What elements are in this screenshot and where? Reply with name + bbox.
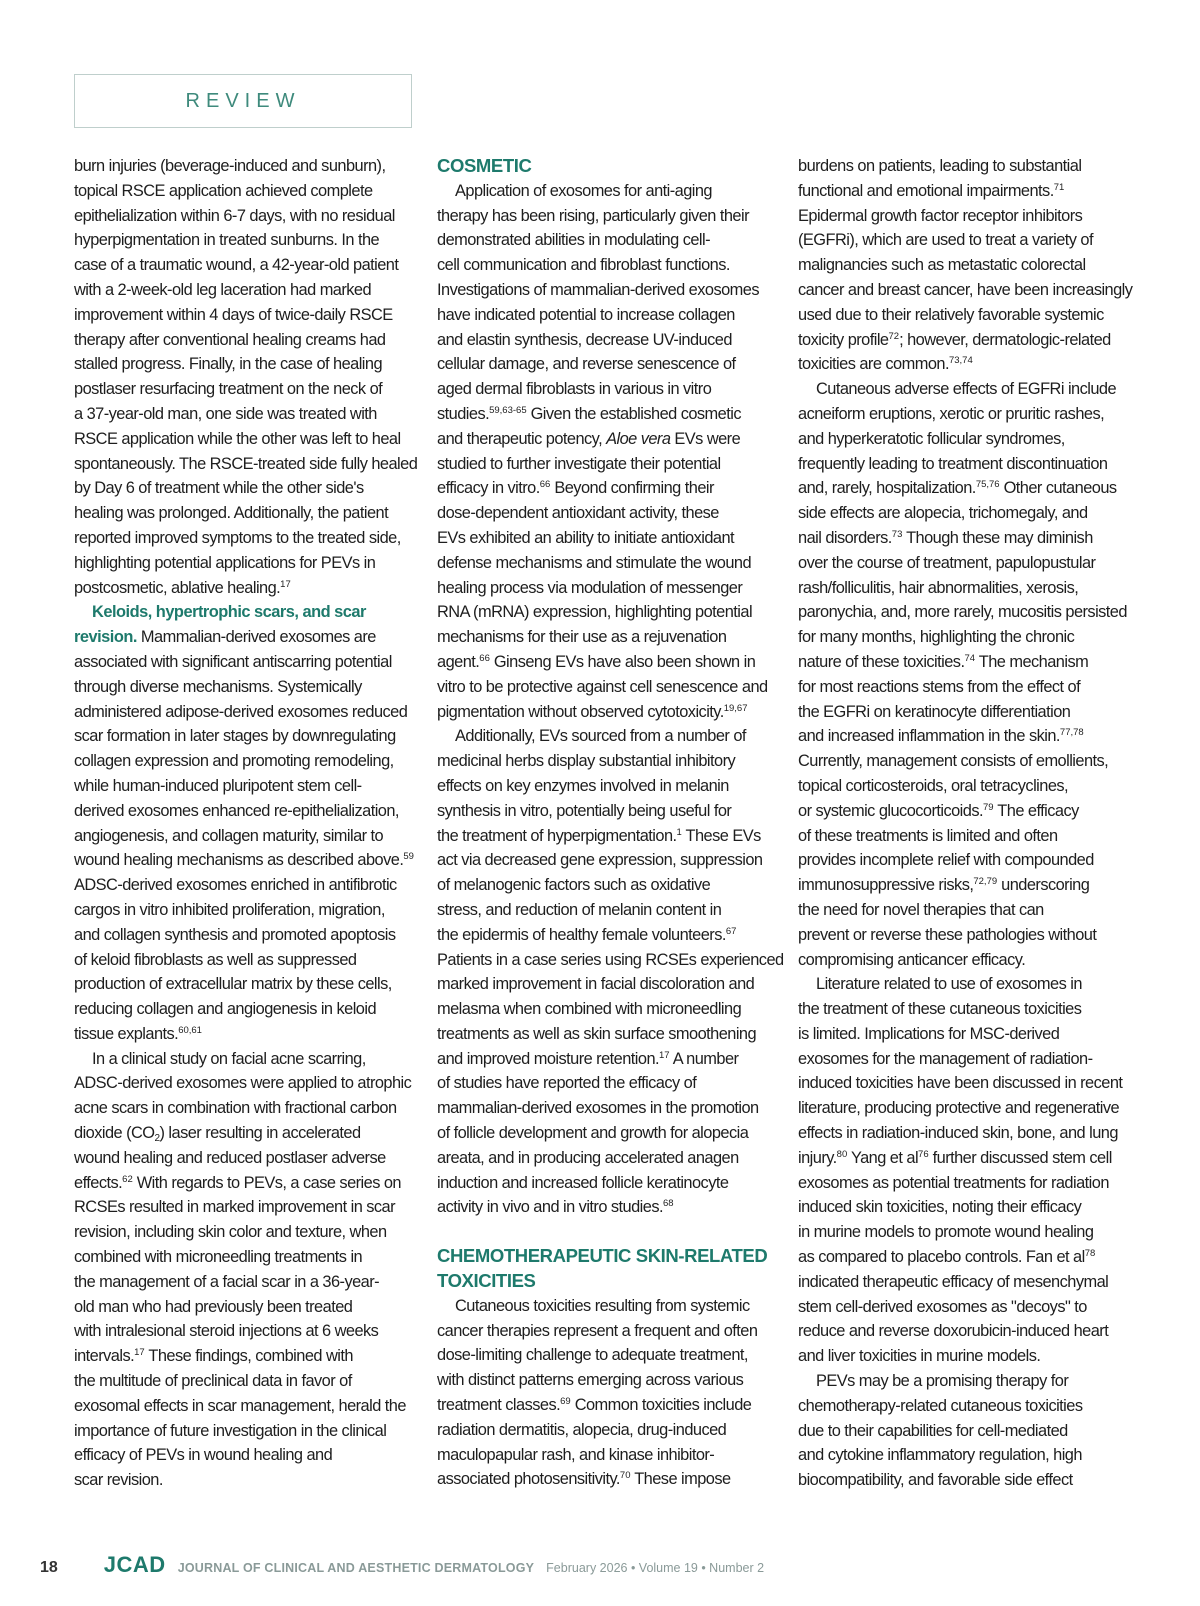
text-line: nail disorders.$^{73}$ Though these may diminish bbox=[798, 528, 1093, 547]
text-line: acne scars in combination with fractional carbon bbox=[74, 1099, 397, 1118]
text-line: immunosuppressive risks,$^{72,79}$ underscoring bbox=[798, 876, 1090, 895]
text-line: Keloids, hypertrophic scars, and scar bbox=[92, 603, 366, 622]
text-line: intervals.$^{17}$ These findings, combined with bbox=[74, 1347, 353, 1366]
text-line: biocompatibility, and favorable side effect bbox=[798, 1471, 1073, 1490]
journal-title: JOURNAL OF CLINICAL AND AESTHETIC DERMATOLOGY bbox=[177, 1561, 535, 1575]
text-line: frequently leading to treatment discontinuation bbox=[798, 454, 1108, 473]
text-line: RSCE application while the other was left to heal bbox=[74, 429, 401, 448]
page-number: 18 bbox=[40, 1559, 58, 1576]
text-line: maculopapular rash, and kinase inhibitor- bbox=[437, 1445, 715, 1464]
text-line: wound healing and reduced postlaser adverse bbox=[74, 1148, 386, 1167]
text-line: agent.$^{66}$ Ginseng EVs have also been shown in bbox=[437, 652, 756, 671]
text-line: revision. Mammalian-derived exosomes are bbox=[74, 628, 376, 647]
text-line: and cytokine inflammatory regulation, high bbox=[798, 1446, 1082, 1465]
text-line: angiogenesis, and collagen maturity, similar to bbox=[74, 826, 384, 845]
text-line: exosomal effects in scar management, herald the bbox=[74, 1396, 406, 1415]
text-line: and improved moisture retention.$^{17}$ A number bbox=[437, 1049, 739, 1068]
text-line: cargos in vitro inhibited proliferation, migration, bbox=[74, 900, 385, 919]
text-line: studied to further investigate their potential bbox=[437, 454, 721, 473]
text-line: defense mechanisms and stimulate the wound bbox=[437, 553, 752, 572]
text-line: radiation dermatitis, alopecia, drug-induced bbox=[437, 1420, 727, 1439]
text-line: and increased inflammation in the skin.$^{77,78}$ bbox=[798, 727, 1084, 746]
text-line: postlaser resurfacing treatment on the neck of bbox=[74, 380, 383, 399]
text-line: PEVs may be a promising therapy for bbox=[816, 1372, 1069, 1391]
text-line: associated photosensitivity.$^{70}$ These impose bbox=[437, 1470, 731, 1489]
text-line: aged dermal fibroblasts in various in vitro bbox=[437, 380, 712, 399]
text-line: hyperpigmentation in treated sunburns. In the bbox=[74, 231, 380, 250]
text-line: used due to their relatively favorable systemic bbox=[798, 305, 1104, 324]
text-line: treatments as well as skin surface smoothening bbox=[437, 1024, 757, 1043]
text-line: spontaneously. The RSCE-treated side fully healed bbox=[74, 454, 418, 473]
text-line: in murine models to promote wound healing bbox=[798, 1223, 1094, 1242]
text-line: through diverse mechanisms. Systemically bbox=[74, 677, 362, 696]
text-line: malignancies such as metastatic colorectal bbox=[798, 256, 1086, 275]
text-line: cancer therapies represent a frequent and often bbox=[437, 1321, 758, 1340]
text-line: by Day 6 of treatment while the other side's bbox=[74, 479, 364, 498]
text-line: reported improved symptoms to the treated side, bbox=[74, 528, 401, 547]
text-line: and collagen synthesis and promoted apoptosis bbox=[74, 925, 396, 944]
text-line: ADSC-derived exosomes enriched in antifibrotic bbox=[74, 876, 397, 895]
text-line: and therapeutic potency, Aloe vera EVs were bbox=[437, 429, 741, 448]
text-line: act via decreased gene expression, suppression bbox=[437, 851, 763, 870]
text-line: Epidermal growth factor receptor inhibitors bbox=[798, 206, 1083, 225]
text-line: Currently, management consists of emollients, bbox=[798, 752, 1109, 771]
text-line: for most reactions stems from the effect of bbox=[798, 677, 1081, 696]
text-line: induced toxicities have been discussed in recent bbox=[798, 1074, 1123, 1093]
text-line: therapy has been rising, particularly given their bbox=[437, 206, 749, 225]
text-line: healing was prolonged. Additionally, the patient bbox=[74, 504, 389, 523]
text-line: effects in radiation-induced skin, bone, and lung bbox=[798, 1124, 1118, 1143]
text-line: indicated therapeutic efficacy of mesenchymal bbox=[798, 1272, 1109, 1291]
text-line: reduce and reverse doxorubicin-induced heart bbox=[798, 1322, 1109, 1341]
text-line: induction and increased follicle keratinocyte bbox=[437, 1173, 729, 1192]
text-line: is limited. Implications for MSC-derived bbox=[798, 1024, 1060, 1043]
text-line: importance of future investigation in the clinical bbox=[74, 1421, 387, 1440]
text-line: a 37-year-old man, one side was treated with bbox=[74, 404, 377, 423]
text-line: pigmentation without observed cytotoxicity.$^{19,67}$ bbox=[437, 702, 748, 721]
text-line: stem cell-derived exosomes as "decoys" to bbox=[798, 1297, 1087, 1316]
text-line: burdens on patients, leading to substantial bbox=[798, 157, 1082, 175]
text-line: associated with significant antiscarring potential bbox=[74, 652, 392, 671]
text-line: collagen expression and promoting remodeling, bbox=[74, 752, 394, 771]
text-line: Literature related to use of exosomes in bbox=[816, 975, 1082, 994]
text-line: efficacy of PEVs in wound healing and bbox=[74, 1446, 333, 1465]
text-line: over the course of treatment, papulopustular bbox=[798, 553, 1096, 572]
text-line: In a clinical study on facial acne scarring, bbox=[92, 1049, 366, 1068]
text-line: nature of these toxicities.$^{74}$ The mechanism bbox=[798, 652, 1089, 671]
text-line: areata, and in producing accelerated anagen bbox=[437, 1148, 739, 1167]
text-line: mechanisms for their use as a rejuvenation bbox=[437, 628, 727, 647]
text-line: cancer and breast cancer, have been increasingly bbox=[798, 280, 1133, 299]
text-line: studies.$^{59,63-65}$ Given the established cosmetic bbox=[437, 404, 741, 423]
text-line: tissue explants.$^{60,61}$ bbox=[74, 1024, 202, 1043]
text-line: for many months, highlighting the chronic bbox=[798, 628, 1075, 647]
text-line: improvement within 4 days of twice-daily RSCE bbox=[74, 305, 393, 324]
text-line: topical RSCE application achieved complete bbox=[74, 181, 373, 200]
text-line: of melanogenic factors such as oxidative bbox=[437, 876, 711, 895]
text-line: cellular damage, and reverse senescence of bbox=[437, 355, 736, 374]
text-line: epithelialization within 6-7 days, with no residual bbox=[74, 206, 395, 225]
text-line: of follicle development and growth for alopecia bbox=[437, 1124, 749, 1143]
text-line: Cutaneous adverse effects of EGFRi include bbox=[816, 380, 1117, 399]
text-line: vitro to be protective against cell senescence and bbox=[437, 677, 768, 696]
text-line: exosomes as potential treatments for radiation bbox=[798, 1173, 1109, 1192]
text-line: effects on key enzymes involved in melanin bbox=[437, 776, 729, 795]
text-line: melasma when combined with microneedling bbox=[437, 1000, 742, 1019]
text-line: due to their capabilities for cell-mediated bbox=[798, 1421, 1068, 1440]
text-line: administered adipose-derived exosomes reduced bbox=[74, 702, 408, 721]
text-line: functional and emotional impairments.$^{71}$ bbox=[798, 181, 1065, 200]
text-line: dioxide $(CO_2)$ laser resulting in accelerated bbox=[74, 1124, 361, 1145]
section-label-box bbox=[74, 74, 412, 128]
issue-info: February 2026 • Volume 19 • Number 2 bbox=[546, 1561, 765, 1575]
text-line: mammalian-derived exosomes in the promotion bbox=[437, 1099, 759, 1118]
text-line: healing process via modulation of messenger bbox=[437, 578, 743, 597]
section-label: REVIEW bbox=[185, 89, 301, 112]
text-line: EVs exhibited an ability to initiate antioxidant bbox=[437, 528, 735, 547]
text-line: rash/folliculitis, hair abnormalities, xerosis, bbox=[798, 578, 1079, 597]
text-line: efficacy in vitro.$^{66}$ Beyond confirming their bbox=[437, 479, 714, 498]
text-line: therapy after conventional healing creams had bbox=[74, 330, 386, 349]
text-line: (EGFRi), which are used to treat a variety of bbox=[798, 231, 1093, 250]
text-line: chemotherapy-related cutaneous toxicities bbox=[798, 1396, 1083, 1415]
section-gap bbox=[437, 1220, 777, 1244]
text-line: demonstrated abilities in modulating cell- bbox=[437, 231, 710, 250]
text-line: highlighting potential applications for PEVs in bbox=[74, 553, 376, 572]
text-line: marked improvement in facial discoloration and bbox=[437, 975, 755, 994]
text-line: effects.$^{62}$ With regards to PEVs, a case series on bbox=[74, 1173, 401, 1192]
text-line: ADSC-derived exosomes were applied to atrophic bbox=[74, 1074, 412, 1093]
text-line: production of extracellular matrix by these cells, bbox=[74, 975, 392, 994]
text-line: dose-limiting challenge to adequate treatment, bbox=[437, 1346, 748, 1365]
section-heading: COSMETIC bbox=[437, 155, 532, 176]
text-line: of keloid fibroblasts as well as suppressed bbox=[74, 950, 357, 969]
text-line: derived exosomes enhanced re-epithelialization, bbox=[74, 801, 399, 820]
text-line: literature, producing protective and regenerative bbox=[798, 1099, 1120, 1118]
text-line: the management of a facial scar in a 36-year- bbox=[74, 1272, 380, 1291]
text-line: dose-dependent antioxidant activity, these bbox=[437, 504, 719, 523]
page-footer bbox=[40, 1552, 764, 1582]
text-line: with distinct patterns emerging across various bbox=[437, 1371, 744, 1390]
text-line: activity in vivo and in vitro studies.$^{68}$ bbox=[437, 1198, 674, 1217]
text-column-3 bbox=[798, 154, 1142, 1493]
text-line: with intralesional steroid injections at 6 weeks bbox=[74, 1322, 379, 1341]
text-line: and hyperkeratotic follicular syndromes, bbox=[798, 429, 1065, 448]
text-column-2 bbox=[437, 154, 784, 1492]
text-line: side effects are alopecia, trichomegaly, and bbox=[798, 504, 1088, 523]
text-line: compromising anticancer efficacy. bbox=[798, 950, 1026, 969]
text-line: and liver toxicities in murine models. bbox=[798, 1347, 1041, 1366]
text-line: the EGFRi on keratinocyte differentiation bbox=[798, 702, 1071, 721]
text-line: stress, and reduction of melanin content in bbox=[437, 900, 722, 919]
text-line: Additionally, EVs sourced from a number of bbox=[455, 727, 746, 746]
text-line: stalled progress. Finally, in the case of healing bbox=[74, 355, 383, 374]
text-line: scar revision. bbox=[74, 1471, 163, 1490]
text-line: paronychia, and, more rarely, mucositis persisted bbox=[798, 603, 1127, 622]
text-line: the treatment of hyperpigmentation.$^1$ These EVs bbox=[437, 826, 761, 845]
text-line: have indicated potential to increase collagen bbox=[437, 305, 735, 324]
text-line: cell communication and fibroblast functions. bbox=[437, 256, 730, 275]
text-line: revision, including skin color and texture, when bbox=[74, 1223, 387, 1242]
text-line: the multitude of preclinical data in favor of bbox=[74, 1372, 352, 1391]
text-line: prevent or reverse these pathologies without bbox=[798, 925, 1097, 944]
section-heading: CHEMOTHERAPEUTIC SKIN-RELATED bbox=[437, 1245, 768, 1267]
text-line: Investigations of mammalian-derived exosomes bbox=[437, 280, 759, 299]
text-line: case of a traumatic wound, a 42-year-old patient bbox=[74, 256, 399, 275]
text-line: Application of exosomes for anti-aging bbox=[455, 181, 712, 200]
text-line: as compared to placebo controls. Fan et $al^{78}$ bbox=[798, 1248, 1096, 1267]
text-line: combined with microneedling treatments in bbox=[74, 1248, 363, 1267]
text-line: burn injuries (beverage-induced and sunburn), bbox=[74, 157, 386, 175]
text-line: acneiform eruptions, xerotic or pruritic rashes, bbox=[798, 404, 1105, 423]
text-line: toxicity profile$^{72}$; however, dermatologic-related bbox=[798, 330, 1111, 349]
text-column-1 bbox=[74, 154, 418, 1493]
text-line: of these treatments is limited and often bbox=[798, 826, 1058, 845]
text-line: toxicities are common.$^{73,74}$ bbox=[798, 355, 973, 374]
text-line: with a 2-week-old leg laceration had marked bbox=[74, 280, 372, 299]
text-line: treatment classes.$^{69}$ Common toxicities include bbox=[437, 1396, 752, 1415]
text-line: injury.$^{80}$ Yang et $al^{76}$ further discussed stem cell bbox=[798, 1148, 1112, 1167]
text-line: topical corticosteroids, oral tetracyclines, bbox=[798, 776, 1069, 795]
text-line: the epidermis of healthy female volunteers.$^{67}$ bbox=[437, 925, 737, 944]
text-line: or systemic glucocorticoids.$^{79}$ The efficacy bbox=[798, 801, 1079, 820]
text-line: exosomes for the management of radiation- bbox=[798, 1049, 1093, 1068]
text-line: scar formation in later stages by downregulating bbox=[74, 727, 396, 746]
text-line: RNA (mRNA) expression, highlighting potential bbox=[437, 603, 753, 622]
text-line: of studies have reported the efficacy of bbox=[437, 1074, 697, 1093]
text-line: and, rarely, hospitalization.$^{75,76}$ Other cutaneous bbox=[798, 479, 1117, 498]
section-heading: TOXICITIES bbox=[437, 1270, 536, 1292]
text-line: RCSEs resulted in marked improvement in scar bbox=[74, 1198, 396, 1217]
text-line: while human-induced pluripotent stem cell- bbox=[74, 776, 362, 795]
journal-logo: JCAD bbox=[103, 1552, 166, 1577]
text-line: the need for novel therapies that can bbox=[798, 900, 1044, 919]
text-line: and elastin synthesis, decrease UV-induced bbox=[437, 330, 732, 349]
text-line: Patients in a case series using RCSEs experienced bbox=[437, 950, 784, 969]
text-line: reducing collagen and angiogenesis in keloid bbox=[74, 1000, 377, 1019]
text-line: medicinal herbs display substantial inhibitory bbox=[437, 752, 736, 771]
text-line: synthesis in vitro, potentially being useful for bbox=[437, 801, 732, 820]
text-line: provides incomplete relief with compounded bbox=[798, 851, 1094, 870]
text-line: old man who had previously been treated bbox=[74, 1297, 353, 1316]
text-line: the treatment of these cutaneous toxicities bbox=[798, 1000, 1082, 1019]
text-line: wound healing mechanisms as described above.$^{59}$ bbox=[74, 851, 414, 870]
text-line: postcosmetic, ablative healing.$^{17}$ bbox=[74, 578, 291, 597]
text-line: Cutaneous toxicities resulting from systemic bbox=[455, 1296, 750, 1315]
text-line: induced skin toxicities, noting their efficacy bbox=[798, 1198, 1082, 1217]
